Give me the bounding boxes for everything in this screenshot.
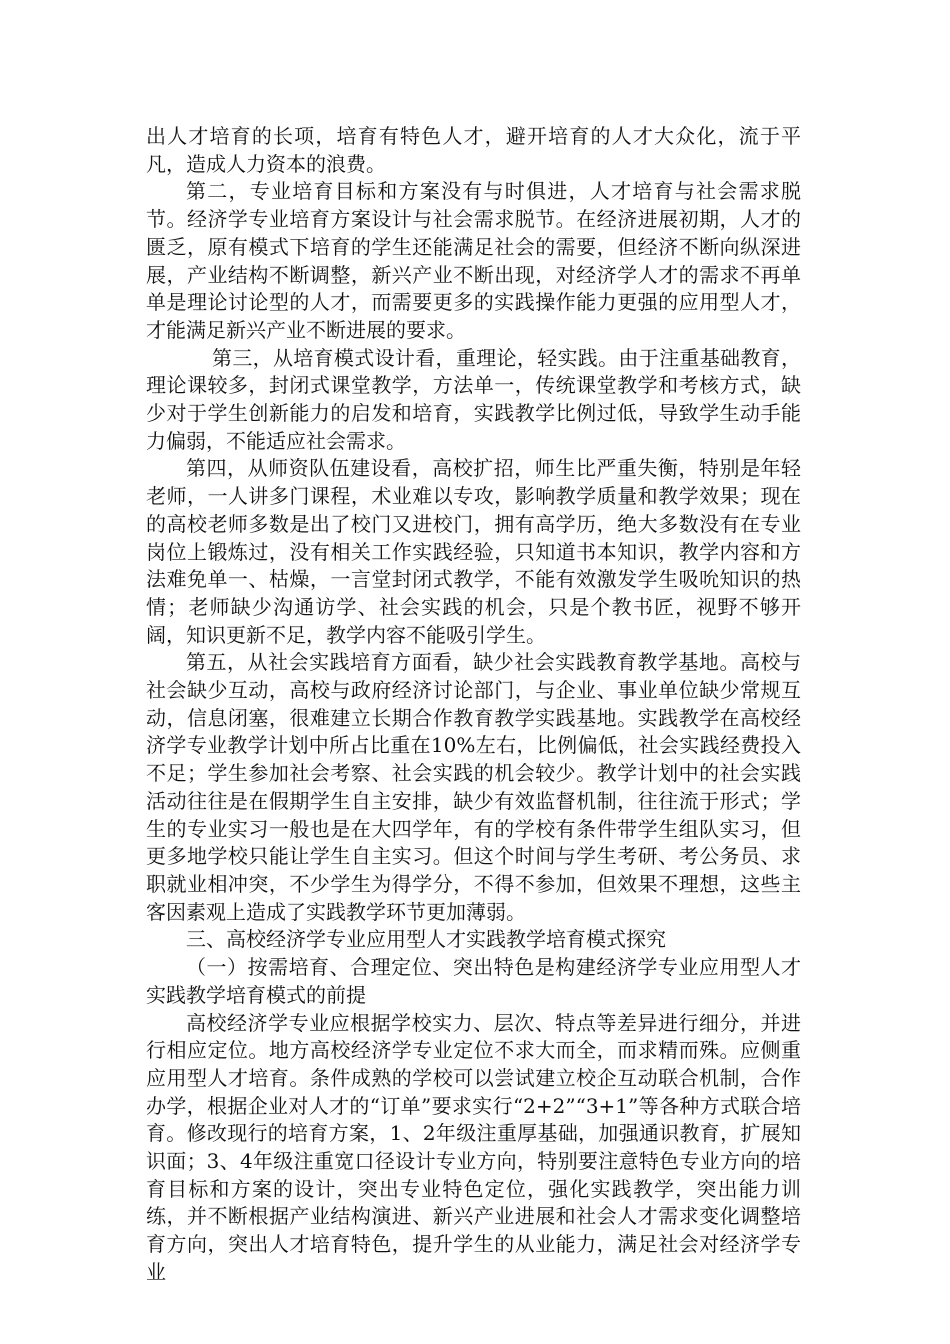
paragraph-fifth-point: 第五，从社会实践培育方面看，缺少社会实践教育教学基地。高校与社会缺少互动，高校与政府经济讨论部门，与企业、事业单位缺少常规互动，信息闭塞，很难建立长期合作教育教学实践基地。实践教学在高校经济学专业教学计划中所占比重在10%左右，比例偏低，社会实践经费投入不足；学生参加社会考察、社会实践的机会较少。教学计划中的社会实践活动往往是在假期学生自主安排，缺少有效监督机制，往往流于形式；学生的专业实习一般也是在大四学年，有的学校有条件带学生组队实习，但更多地学校只能让学生自主实习。但这个时间与学生考研、考公务员、求职就业相冲突，不少学生为得学分，不得不参加，但效果不理想，这些主客因素观上造成了实践教学环节更加薄弱。 [146, 650, 801, 924]
paragraph-third-point: 第三，从培育模式设计看，重理论，轻实践。由于注重基础教育，理论课较多，封闭式课堂教学，方法单一，传统课堂教学和考核方式，缺少对于学生创新能力的启发和培育，实践教学比例过低，导致学生动手能力偏弱，不能适应社会需求。 [146, 345, 801, 453]
paragraph-positioning: 高校经济学专业应根据学校实力、层次、特点等差异进行细分，并进行相应定位。地方高校经济学专业定位不求大而全，而求精而殊。应侧重应用型人才培育。条件成熟的学校可以尝试建立校企互动联合机制，合作办学，根据企业对人才的“订单”要求实行“2+2”“3+1”等各种方式联合培育。修改现行的培育方案，1、2年级注重厚基础，加强通识教育，扩展知识面；3、4年级注重宽口径设计专业方向，特别要注意特色专业方向的培育目标和方案的设计，突出专业特色定位，强化实践教学，突出能力训练，并不断根据产业结构演进、新兴产业进展和社会人才需求变化调整培育方向，突出人才培育特色，提升学生的从业能力，满足社会对经济学专业 [146, 1010, 801, 1284]
document-body [146, 123, 801, 1287]
paragraph-continuation: 出人才培育的长项，培育有特色人才，避开培育的人才大众化，流于平凡，造成人力资本的浪费。 [146, 124, 801, 176]
paragraph-second-point: 第二，专业培育目标和方案没有与时俱进，人才培育与社会需求脱节。经济学专业培育方案设计与社会需求脱节。在经济进展初期，人才的匮乏，原有模式下培育的学生还能满足社会的需要，但经济不断向纵深进展，产业结构不断调整，新兴产业不断出现，对经济学人才的需求不再单单是理论讨论型的人才，而需要更多的实践操作能力更强的应用型人才，才能满足新兴产业不断进展的要求。 [146, 179, 801, 342]
paragraph-fourth-point: 第四，从师资队伍建设看，高校扩招，师生比严重失衡，特别是年轻老师，一人讲多门课程，术业难以专攻，影响教学质量和教学效果；现在的高校老师多数是出了校门又进校门，拥有高学历，绝大多数没有在专业岗位上锻炼过，没有相关工作实践经验，只知道书本知识，教学内容和方法难免单一、枯燥，一言堂封闭式教学，不能有效激发学生吸吮知识的热情；老师缺少沟通访学、社会实践的机会，只是个教书匠，视野不够开阔，知识更新不足，教学内容不能吸引学生。 [146, 456, 801, 647]
section-heading-three: 三、高校经济学专业应用型人才实践教学培育模式探究 [186, 927, 666, 952]
subsection-heading-one: （一）按需培育、合理定位、突出特色是构建经济学专业应用型人才实践教学培育模式的前提 [146, 955, 801, 1007]
